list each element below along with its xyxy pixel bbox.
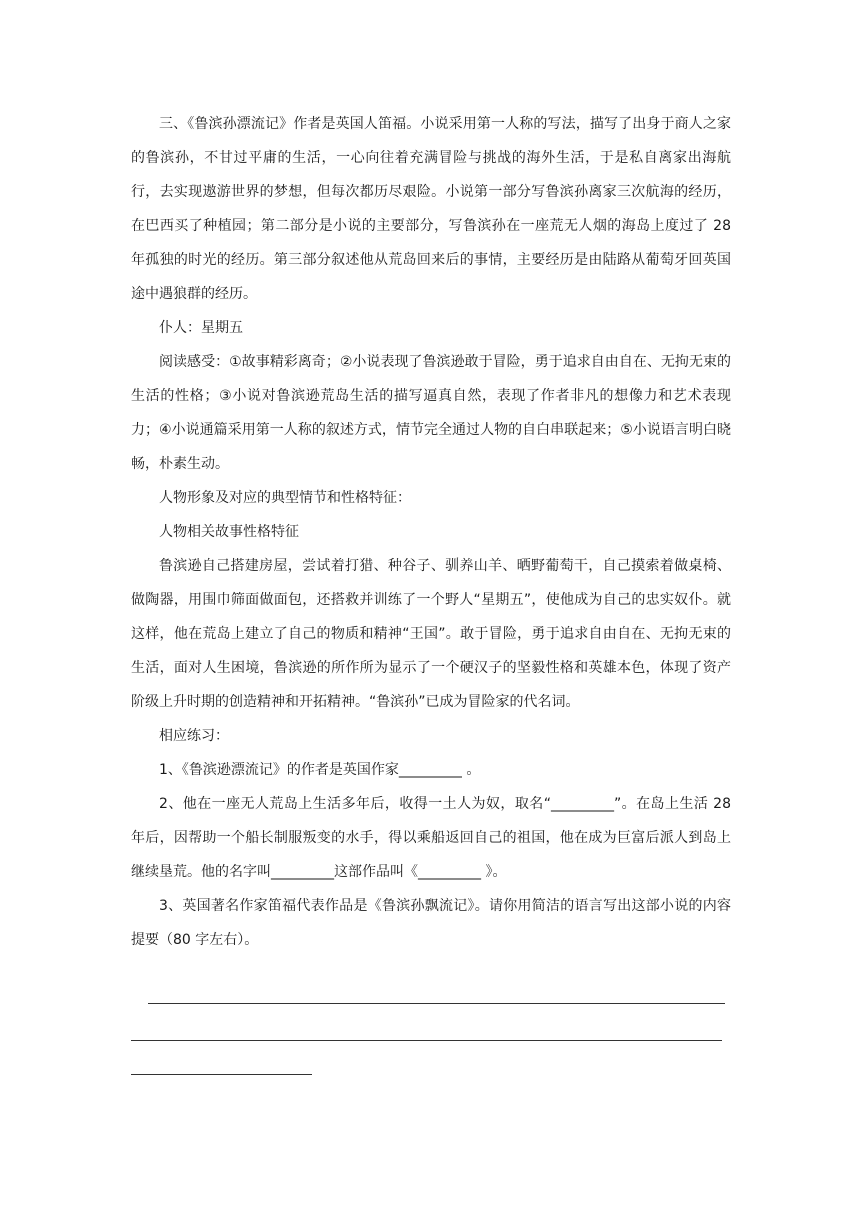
paragraph-character-subheading: 人物相关故事性格特征 [159,524,299,540]
paragraph-intro: 三、《鲁滨孙漂流记》作者是英国人笛福。小说采用第一人称的写法，描写了出身于商人之家的鲁滨孙，不甘过平庸的生活，一心向往着充满冒险与挑战的海外生活，于是私自离家出海航行，去实现遨游世界的梦想，但每次都历尽艰险。小说第一部分写鲁滨孙离家三次航海的经历，在巴西买了种植园；第二部分是小说的主要部分，写鲁滨孙在一座荒无人烟的海岛上度过了 28 年孤独的时光的经历。第三部分叙述他从荒岛回来后的事情，主要经历是由陆路从葡萄牙回英国途中遇狼群的经历。 [131,116,731,302]
paragraph-character-heading: 人物形象及对应的典型情节和性格特征： [159,490,411,506]
paragraph-servant: 仆人：星期五 [159,320,243,336]
paragraph-exercises-heading: 相应练习： [159,728,229,744]
exercise-question-3: 3、英国著名作家笛福代表作品是《鲁滨孙飘流记》。请你用简洁的语言写出这部小说的内容提要（80 字左右）。 [131,898,731,948]
paragraph-character-story: 鲁滨逊自己搭建房屋，尝试着打猎、种谷子、驯养山羊、晒野葡萄干，自己摸索着做桌椅、做陶器，用围巾筛面做面包，还搭救并训练了一个野人“星期五”，使他成为自己的忠实奴仆。就这样，他在荒岛上建立了自己的物质和精神“王国”。敢于冒险，勇于追求自由自在、无拘无束的生活，面对人生困境，鲁滨逊的所作所为显示了一个硬汉子的坚毅性格和英雄本色，体现了资产阶级上升时期的创造精神和开拓精神。“鲁滨孙”已成为冒险家的代名词。 [131,558,731,710]
paragraph-reading-impressions: 阅读感受：①故事精彩离奇；②小说表现了鲁滨逊敢于冒险，勇于追求自由自在、无拘无束的生活的性格；③小说对鲁滨逊荒岛生活的描写逼真自然，表现了作者非凡的想像力和艺术表现力；④小说通篇采用第一人称的叙述方式，情节完全通过人物的自白串联起来；⑤小说语言明白晓畅，朴素生动。 [131,354,731,472]
answer-line [131,1074,312,1075]
answer-line [131,1040,722,1041]
answer-line [148,1003,725,1004]
exercise-question-2: 2、他在一座无人荒岛上生活多年后，收得一土人为奴，取名“_________”。在岛上生活 28 年后，因帮助一个船长制服叛变的水手，得以乘船返回自己的祖国，他在成为巨富后派人到岛上继续垦荒。他的名字叫_________这部作品叫《_________ 》。 [131,796,731,880]
document-body [131,107,731,957]
exercise-question-1: 1、《鲁滨逊漂流记》的作者是英国作家_________ 。 [159,762,481,778]
